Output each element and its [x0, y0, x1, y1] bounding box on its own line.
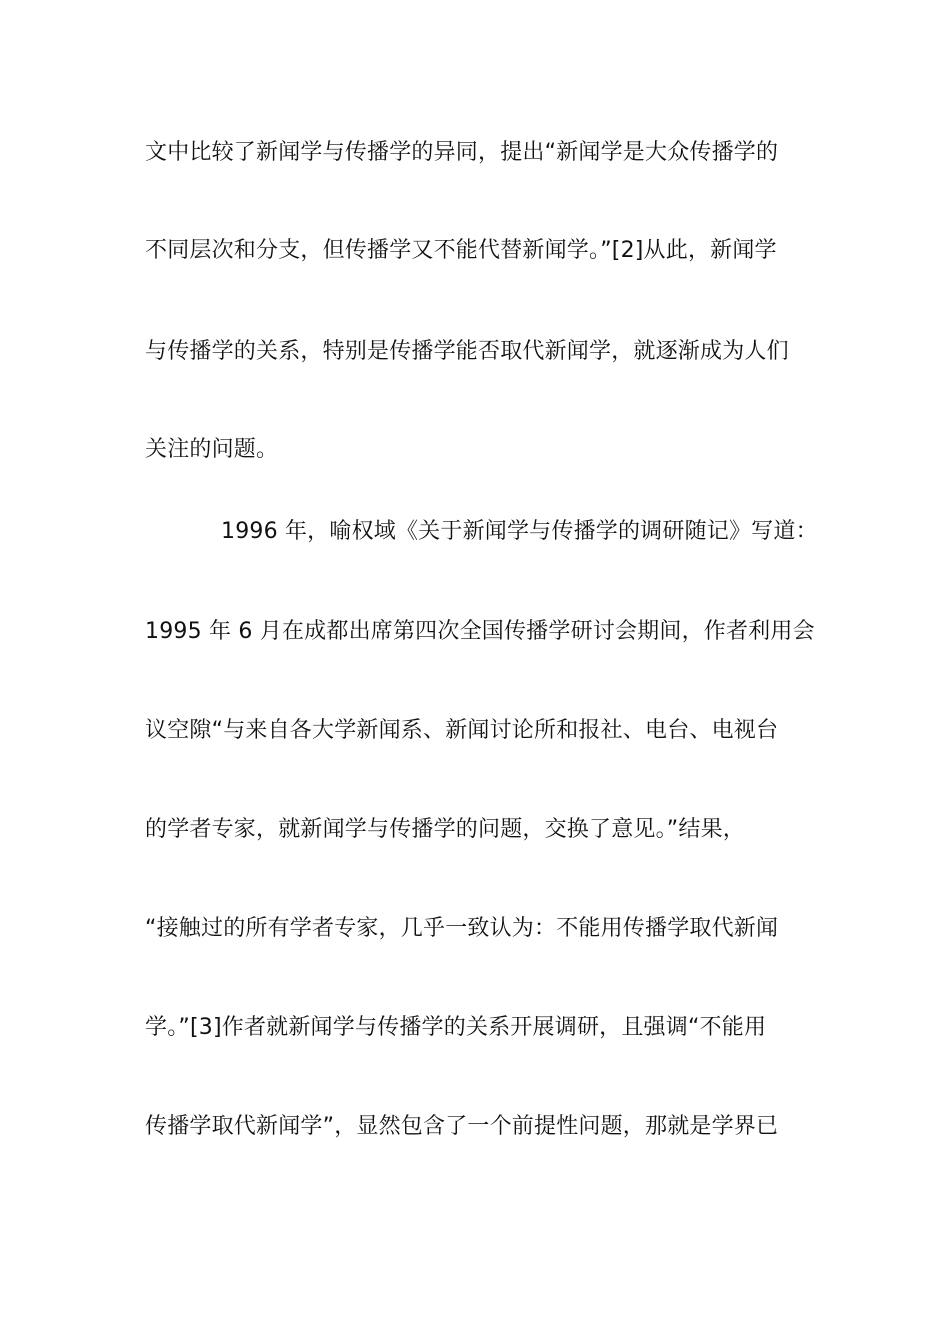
text-line: 关注的问题。	[145, 437, 279, 462]
text-line: 的学者专家，就新闻学与传播学的问题，交换了意见。”结果，	[145, 817, 745, 842]
text-line: 学。”[3]作者就新闻学与传播学的关系开展调研，且强调“不能用	[145, 1015, 767, 1040]
text-line: 议空隙“与来自各大学新闻系、新闻讨论所和报社、电台、电视台	[145, 718, 779, 743]
text-line: 与传播学的关系，特别是传播学能否取代新闻学，就逐渐成为人们	[145, 339, 789, 364]
text-line: “接触过的所有学者专家，几乎一致认为：不能用传播学取代新闻	[145, 916, 779, 941]
text-line: 传播学取代新闻学”，显然包含了一个前提性问题，那就是学界已	[145, 1114, 779, 1139]
text-line: 文中比较了新闻学与传播学的异同，提出“新闻学是大众传播学的	[145, 140, 779, 165]
text-line: 1995 年 6 月在成都出席第四次全国传播学研讨会期间，作者利用会	[145, 619, 815, 644]
text-line: 不同层次和分支，但传播学又不能代替新闻学。”[2]从此，新闻学	[145, 238, 777, 263]
paragraph-first-line: 1996 年，喻权域《关于新闻学与传播学的调研随记》写道：	[221, 519, 818, 544]
